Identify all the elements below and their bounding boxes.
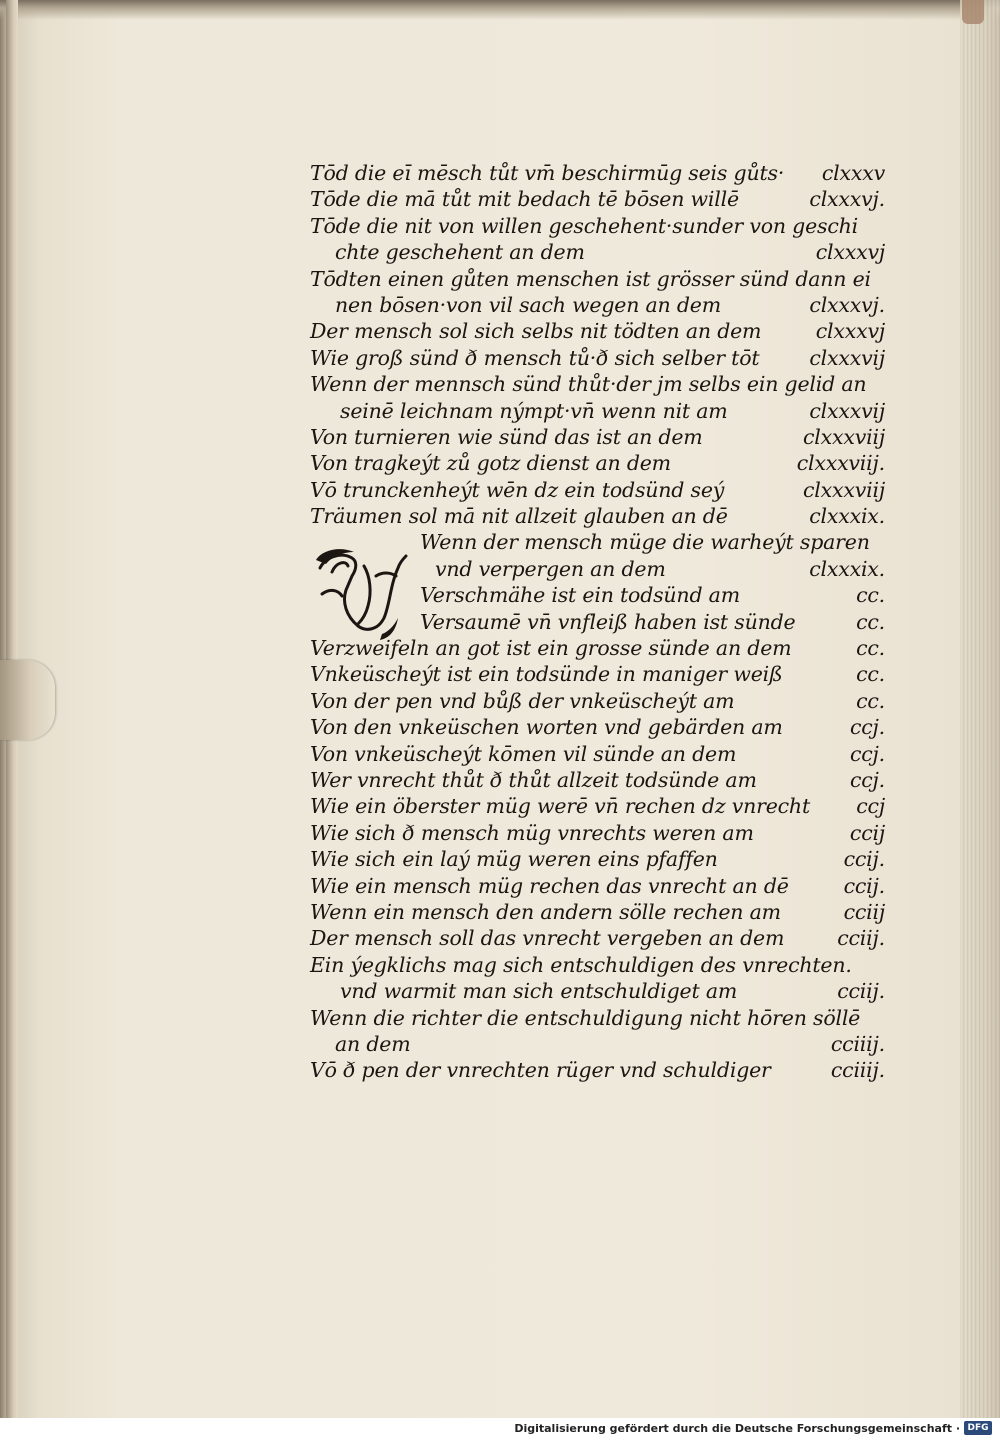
toc-line: Wenn ein mensch den andern sölle rechen am cciij <box>310 899 885 924</box>
page-edge <box>960 0 1000 1418</box>
toc-line: nen bōsen·von vil sach wegen an dem clxxxvj. <box>335 292 885 317</box>
toc-line: Wie ein öberster müg werē vn̄ rechen dz vnrecht ccj <box>310 794 885 819</box>
footer-credit: Digitalisierung gefördert durch die Deutsche Forschungsgemeinschaft · <box>514 1422 960 1435</box>
toc-line: Versaumē vn̄ vnfleiß haben ist sünde cc. <box>420 609 885 634</box>
toc-line: Tōdten einen gůten menschen ist grösser sünd dann ei <box>310 266 871 291</box>
toc-line: Von der pen vnd bůß der vnkeüscheýt am cc. <box>310 688 885 713</box>
top-shadow <box>0 0 1000 20</box>
toc-line: Tōd die eī mēsch tůt vm̄ beschirmūg seis gůts· clxxxv <box>310 161 885 185</box>
toc-line: vnd warmit man sich entschuldiget am cciij. <box>340 979 885 1004</box>
toc-line: chte geschehent an dem clxxxvj <box>335 240 885 265</box>
toc-line: Wenn der mensch müge die warheýt sparen <box>420 530 870 555</box>
dfg-logo: DFG <box>964 1421 992 1435</box>
toc-line: vnd verpergen an dem clxxxix. <box>435 556 885 581</box>
toc-line: Von tragkeýt zů gotz dienst an dem clxxxviij. <box>310 451 885 476</box>
table-of-contents <box>310 160 885 1084</box>
toc-line: Von den vnkeüschen worten vnd gebärden am ccj. <box>310 715 885 740</box>
toc-line: Wie groß sünd ð mensch tů·ð sich selber tōt clxxxvij <box>310 345 885 370</box>
toc-line: an dem cciiij. <box>335 1031 885 1056</box>
toc-line: Verzweifeln an got ist ein grosse sünde an dem cc. <box>310 636 885 661</box>
toc-line: Vō trunckenheýt wēn dz ein todsünd seý clxxxviij <box>310 477 885 502</box>
footer-bar <box>0 1418 1000 1440</box>
toc-line: Wenn der mennsch sünd thůt·der jm selbs ein gelid an <box>310 372 867 397</box>
toc-line: Wie sich ein laý müg weren eins pfaffen ccij. <box>310 847 885 872</box>
bookmark-ribbon <box>962 0 984 24</box>
toc-line: Vō ð pen der vnrechten rüger vnd schuldiger cciiij. <box>310 1058 885 1083</box>
toc-line: Von turnieren wie sünd das ist an dem clxxxviij <box>310 424 885 449</box>
toc-line: Verschmähe ist ein todsünd am cc. <box>420 583 885 608</box>
toc-line: seinē leichnam nýmpt·vn̄ wenn nit am clxxxvij <box>340 398 885 423</box>
toc-line: Wie sich ð mensch müg vnrechts weren am ccij <box>310 820 885 845</box>
toc-line: Wenn die richter die entschuldigung nicht hōren söllē <box>310 1005 861 1030</box>
toc-line: Wie ein mensch müg rechen das vnrecht an dē ccij. <box>310 873 885 898</box>
toc-line: Wer vnrecht thůt ð thůt allzeit todsünde am ccj. <box>310 767 885 792</box>
toc-line: Träumen sol mā nit allzeit glauben an dē clxxxix. <box>310 504 885 529</box>
toc-line: Vnkeüscheýt ist ein todsünde in maniger weiß cc. <box>310 662 885 687</box>
toc-line: Der mensch sol sich selbs nit tödten an dem clxxxvj <box>310 319 885 344</box>
toc-line: Tōde die mā tůt mit bedach tē bōsen willē clxxxvj. <box>310 187 885 212</box>
toc-line: Ein ýegklichs mag sich entschuldigen des vnrechten. <box>310 952 852 977</box>
toc-line: Der mensch soll das vnrecht vergeben an dem cciij. <box>310 926 885 951</box>
toc-line: Von vnkeüscheýt kōmen vil sünde an dem ccj. <box>310 741 885 766</box>
page-tab <box>0 660 55 740</box>
toc-line: Tōde die nit von willen geschehent·sunder von geschi <box>310 213 858 238</box>
